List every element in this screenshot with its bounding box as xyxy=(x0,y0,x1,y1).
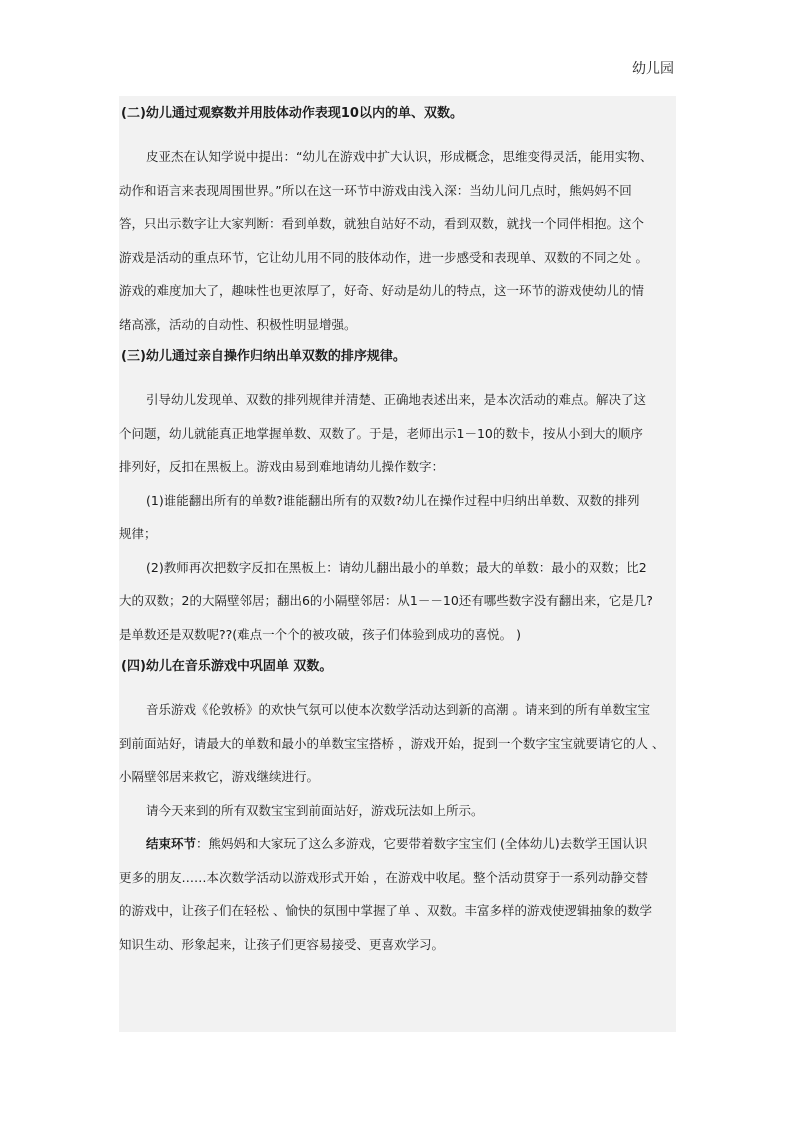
text-line: 绪高涨，活动的自动性、积极性明显增强。 xyxy=(119,316,357,332)
text-line: 是单数还是双数呢??(难点一个个的被攻破，孩子们体验到成功的喜悦。 ) xyxy=(119,626,521,642)
text-line: 知识生动、形象起来，让孩子们更容易接受、更喜欢学习。 xyxy=(119,936,445,952)
paragraph xyxy=(119,140,676,341)
text-line: 引导幼儿发现单、双数的排列规律并清楚、正确地表述出来，是本次活动的难点。解决了这 xyxy=(146,392,647,407)
page-header-label: 幼儿园 xyxy=(632,61,674,77)
ending-first-line: 熊妈妈和大家玩了这么多游戏，它要带着数字宝宝们 (全体幼儿)去数学王国认识 xyxy=(208,836,648,851)
text-line: 请今天来到的所有双数宝宝到前面站好，游戏玩法如上所示。 xyxy=(146,802,484,818)
section-heading: (三)幼儿通过亲自操作归纳出单双数的排序规律。 xyxy=(121,349,406,364)
ending-paragraph xyxy=(119,827,676,961)
text-line: 排列好，反扣在黑板上。游戏由易到难地请幼儿操作数字： xyxy=(119,459,445,474)
document-body xyxy=(119,96,676,1032)
text-line xyxy=(119,827,676,861)
paragraph xyxy=(119,693,676,794)
text-line: 游戏的难度加大了，趣味性也更浓厚了，好奇、好动是幼儿的特点，这一环节的游戏使幼儿的情 xyxy=(119,283,645,298)
section-heading: (二)幼儿通过观察数并用肢体动作表现10以内的单、双数。 xyxy=(121,106,463,121)
ending-lead: 结束环节 xyxy=(146,836,197,851)
text-line: 游戏是活动的重点环节，它让幼儿用不同的肢体动作，进一步感受和表现单、双数的不同之处 。 xyxy=(119,249,648,265)
ending-lead-colon: ： xyxy=(196,836,209,851)
text-line: 的游戏中，让孩子们在轻松 、愉快的氛围中掌握了单 、双数。丰富多样的游戏使逻辑抽象的数学 xyxy=(119,903,652,918)
paragraph xyxy=(119,794,676,828)
text-line: 音乐游戏《伦敦桥》的欢快气氛可以使本次数学活动达到新的高潮 。请来到的所有单数宝宝 xyxy=(146,702,650,717)
text-line: (2)教师再次把数字反扣在黑板上：请幼儿翻出最小的单数；最大的单数：最小的双数；比2 xyxy=(146,559,647,575)
text-line: 动作和语言来表现周围世界。”所以在这一环节中游戏由浅入深：当幼儿问几点时，熊妈妈不回 xyxy=(119,182,632,198)
text-line: 小隔壁邻居来救它，游戏继续进行。 xyxy=(119,769,320,784)
paragraph xyxy=(119,383,676,484)
paragraph xyxy=(119,484,676,551)
text-line: 大的双数；2的大隔壁邻居；翻出6的小隔壁邻居：从1－－10还有哪些数字没有翻出来，它是几? xyxy=(119,593,653,608)
text-line: 答，只出示数字让大家判断：看到单数，就独自站好不动，看到双数，就找一个同伴相抱。这个 xyxy=(119,216,645,231)
paragraph xyxy=(119,551,676,652)
text-line: 规律； xyxy=(119,526,157,541)
section-heading: (四)幼儿在音乐游戏中巩固单 双数。 xyxy=(121,659,333,674)
text-line: 皮亚杰在认知学说中提出：“幼儿在游戏中扩大认识，形成概念，思维变得灵活，能用实物、 xyxy=(146,149,653,164)
text-line: 个问题，幼儿就能真正地掌握单数、双数了。于是，老师出示1－10的数卡，按从小到大的顺序 xyxy=(119,425,643,441)
text-line: (1)谁能翻出所有的单数?谁能翻出所有的双数?幼儿在操作过程中归纳出单数、双数的排列 xyxy=(146,492,640,508)
text-line: 更多的朋友……本次数学活动以游戏形式开始 ，在游戏中收尾。整个活动贯穿于一系列动静交替 xyxy=(119,869,648,885)
text-line: 到前面站好，请最大的单数和最小的单数宝宝搭桥 ，游戏开始，捉到一个数字宝宝就要请它的人 、 xyxy=(119,735,665,751)
